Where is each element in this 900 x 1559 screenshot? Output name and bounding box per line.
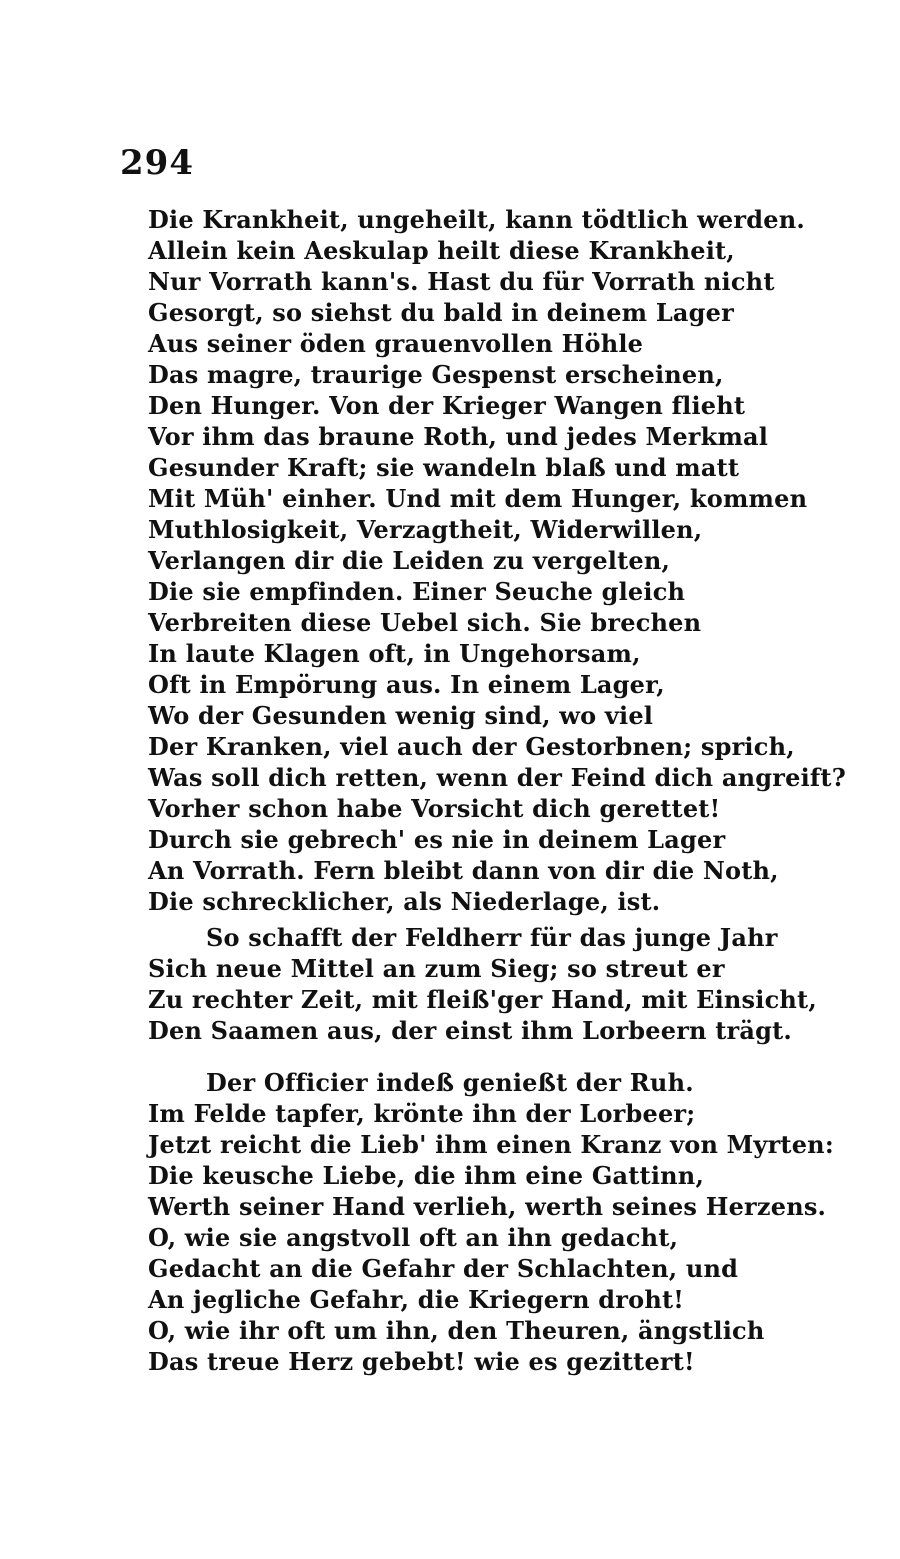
verse-line: Die schrecklicher, als Niederlage, ist. [148,887,661,916]
verse-line: Im Felde tapfer, krönte ihn der Lorbeer; [148,1099,696,1128]
verse-line: Das treue Herz gebebt! wie es gezittert! [148,1347,695,1376]
verse-line: Den Saamen aus, der einst ihm Lorbeern trägt. [148,1016,792,1045]
verse-line: In laute Klagen oft, in Ungehorsam, [148,639,641,668]
verse-line: Die sie empfinden. Einer Seuche gleich [148,577,686,606]
verse-line: Werth seiner Hand verlieh, werth seines Herzens. [148,1192,827,1221]
page-number: 294 [120,143,194,183]
verse-line: Der Kranken, viel auch der Gestorbnen; sprich, [148,732,795,761]
verse-line: Verlangen dir die Leiden zu vergelten, [148,546,671,575]
stanza-3 [148,1067,834,1377]
verse-line: Oft in Empörung aus. In einem Lager, [148,670,665,699]
verse-line: Sich neue Mittel an zum Sieg; so streut er [148,954,725,983]
verse-line: Mit Müh' einher. Und mit dem Hunger, kommen [148,484,808,513]
verse-line: Die Krankheit, ungeheilt, kann tödtlich werden. [148,205,805,234]
verse-line: Verbreiten diese Uebel sich. Sie brechen [148,608,702,637]
verse-line: Aus seiner öden grauenvollen Höhle [148,329,644,358]
verse-line: Nur Vorrath kann's. Hast du für Vorrath nicht [148,267,775,296]
verse-line: Gedacht an die Gefahr der Schlachten, und [148,1254,739,1283]
verse-line: O, wie ihr oft um ihn, den Theuren, ängstlich [148,1316,765,1345]
verse-line: Was soll dich retten, wenn der Feind dich angreift? [148,763,846,792]
verse-line: Der Officier indeß genießt der Ruh. [206,1068,694,1097]
verse-line: Durch sie gebrech' es nie in deinem Lager [148,825,726,854]
verse-line: An jegliche Gefahr, die Kriegern droht! [148,1285,684,1314]
verse-line: Wo der Gesunden wenig sind, wo viel [148,701,654,730]
verse-line: Gesorgt, so siehst du bald in deinem Lager [148,298,734,327]
verse-line: Jetzt reicht die Lieb' ihm einen Kranz von Myrten: [148,1130,834,1159]
verse-line: An Vorrath. Fern bleibt dann von dir die Noth, [148,856,779,885]
stanza-2 [148,922,817,1046]
stanza-1 [148,204,846,917]
verse-line: Zu rechter Zeit, mit fleiß'ger Hand, mit Einsicht, [148,985,817,1014]
verse-line: So schafft der Feldherr für das junge Jahr [206,923,778,952]
verse-line: Muthlosigkeit, Verzagtheit, Widerwillen, [148,515,703,544]
verse-line: Vorher schon habe Vorsicht dich gerettet! [148,794,721,823]
verse-line: Allein kein Aeskulap heilt diese Krankheit, [148,236,735,265]
verse-line: Die keusche Liebe, die ihm eine Gattinn, [148,1161,705,1190]
verse-line: Vor ihm das braune Roth, und jedes Merkmal [148,422,769,451]
verse-line: Gesunder Kraft; sie wandeln blaß und matt [148,453,740,482]
verse-line: Das magre, traurige Gespenst erscheinen, [148,360,724,389]
verse-line: O, wie sie angstvoll oft an ihn gedacht, [148,1223,679,1252]
verse-line: Den Hunger. Von der Krieger Wangen flieht [148,391,746,420]
